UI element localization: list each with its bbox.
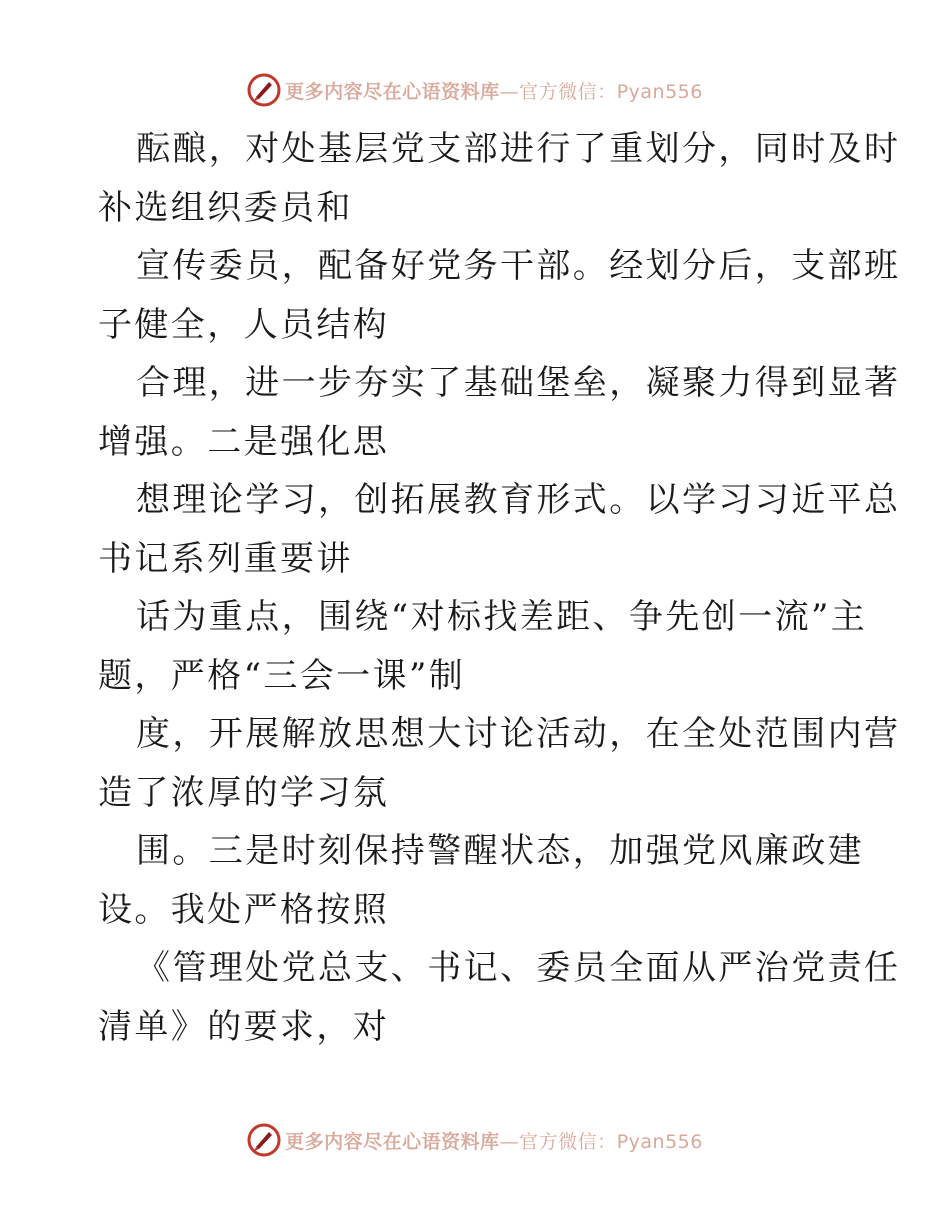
header-banner-separator: — bbox=[499, 80, 520, 103]
footer-banner-text bbox=[285, 1127, 703, 1154]
footer-wechat-label: 官方微信： bbox=[519, 1130, 617, 1153]
body-line: 合理，进一步夯实了基础堡垒，凝聚力得到显著 bbox=[136, 363, 901, 403]
body-line: 度，开展解放思想大讨论活动，在全处范围内营 bbox=[136, 714, 901, 754]
body-line: 《管理处党总支、书记、委员全面从严治党责任 bbox=[136, 948, 901, 988]
body-line: 增强。二是强化思 bbox=[98, 421, 390, 462]
footer-banner-separator: — bbox=[499, 1130, 520, 1153]
body-line: 酝酿，对处基层党支部进行了重划分，同时及时 bbox=[136, 129, 901, 169]
body-line: 子健全，人员结构 bbox=[98, 304, 390, 345]
footer-banner bbox=[0, 1120, 950, 1160]
body-line: 宣传委员，配备好党务干部。经划分后，支部班 bbox=[136, 246, 901, 286]
body-line: 话为重点，围绕“对标找差距、争先创一流”主 bbox=[136, 597, 868, 637]
body-line: 围。三是时刻保持警醒状态，加强党风廉政建 bbox=[136, 831, 864, 871]
body-line: 想理论学习，创拓展教育形式。以学习习近平总 bbox=[136, 480, 901, 520]
header-banner-text bbox=[285, 77, 703, 104]
header-wechat-label: 官方微信： bbox=[519, 80, 617, 103]
logo-icon bbox=[247, 73, 281, 107]
header-wechat-id: Pyan556 bbox=[616, 80, 703, 103]
body-line: 设。我处严格按照 bbox=[98, 889, 390, 930]
logo-icon bbox=[247, 1123, 281, 1157]
document-body bbox=[98, 120, 901, 1056]
body-line: 书记系列重要讲 bbox=[98, 538, 353, 579]
header-banner bbox=[0, 70, 950, 110]
body-line: 补选组织委员和 bbox=[98, 187, 353, 228]
body-line: 清单》的要求，对 bbox=[98, 1006, 390, 1047]
body-line: 题，严格“三会一课”制 bbox=[98, 655, 466, 696]
header-banner-title: 更多内容尽在心语资料库 bbox=[285, 80, 500, 103]
body-line: 造了浓厚的学习氛 bbox=[98, 772, 390, 813]
footer-banner-title: 更多内容尽在心语资料库 bbox=[285, 1130, 500, 1153]
footer-wechat-id: Pyan556 bbox=[616, 1130, 703, 1153]
